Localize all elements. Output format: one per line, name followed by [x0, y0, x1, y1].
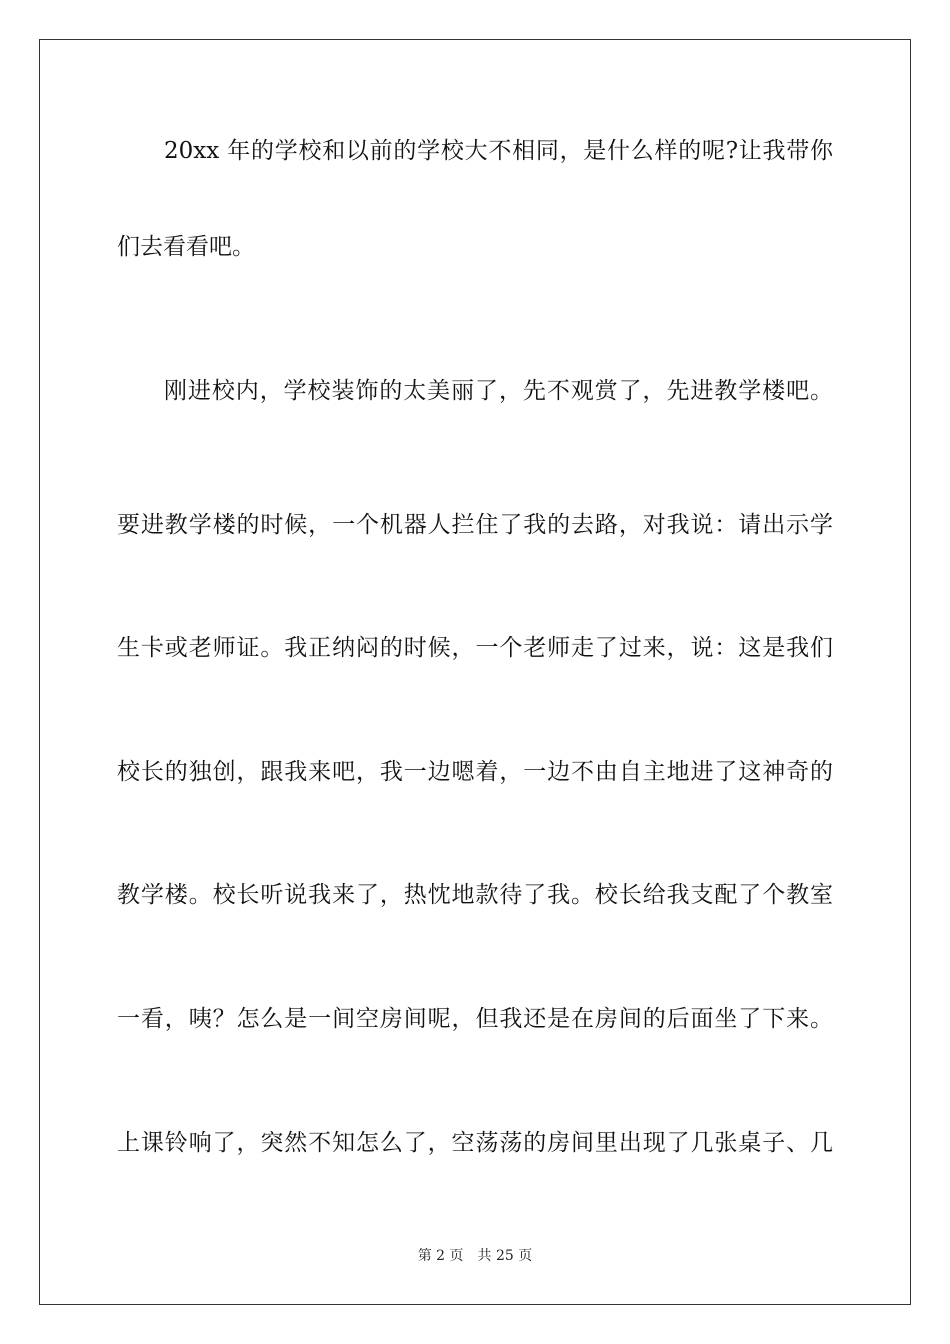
- text-line: 教学楼。校长听说我来了，热忱地款待了我。校长给我支配了个教室: [117, 882, 833, 908]
- page-footer: [0, 1247, 950, 1265]
- text-line: 校长的独创，跟我来吧，我一边嗯着，一边不由自主地进了这神奇的: [117, 759, 833, 785]
- total-pages: 共 25 页: [477, 1248, 533, 1264]
- text-line: 20xx 年的学校和以前的学校大不相同，是什么样的呢?让我带你: [164, 138, 833, 164]
- text-line: 生卡或老师证。我正纳闷的时候，一个老师走了过来，说：这是我们: [117, 635, 833, 661]
- text-line: 上课铃响了，突然不知怎么了，空荡荡的房间里出现了几张桌子、几: [117, 1130, 833, 1156]
- page-border: [39, 39, 911, 1305]
- page-number: 第 2 页: [417, 1248, 464, 1264]
- text-line: 刚进校内，学校装饰的太美丽了，先不观赏了，先进教学楼吧。: [164, 378, 833, 404]
- text-line: 们去看看吧。: [117, 234, 255, 260]
- text-line: 一看，咦？怎么是一间空房间呢，但我还是在房间的后面坐了下来。: [117, 1006, 833, 1032]
- text-line: 要进教学楼的时候，一个机器人拦住了我的去路，对我说：请出示学: [117, 512, 833, 538]
